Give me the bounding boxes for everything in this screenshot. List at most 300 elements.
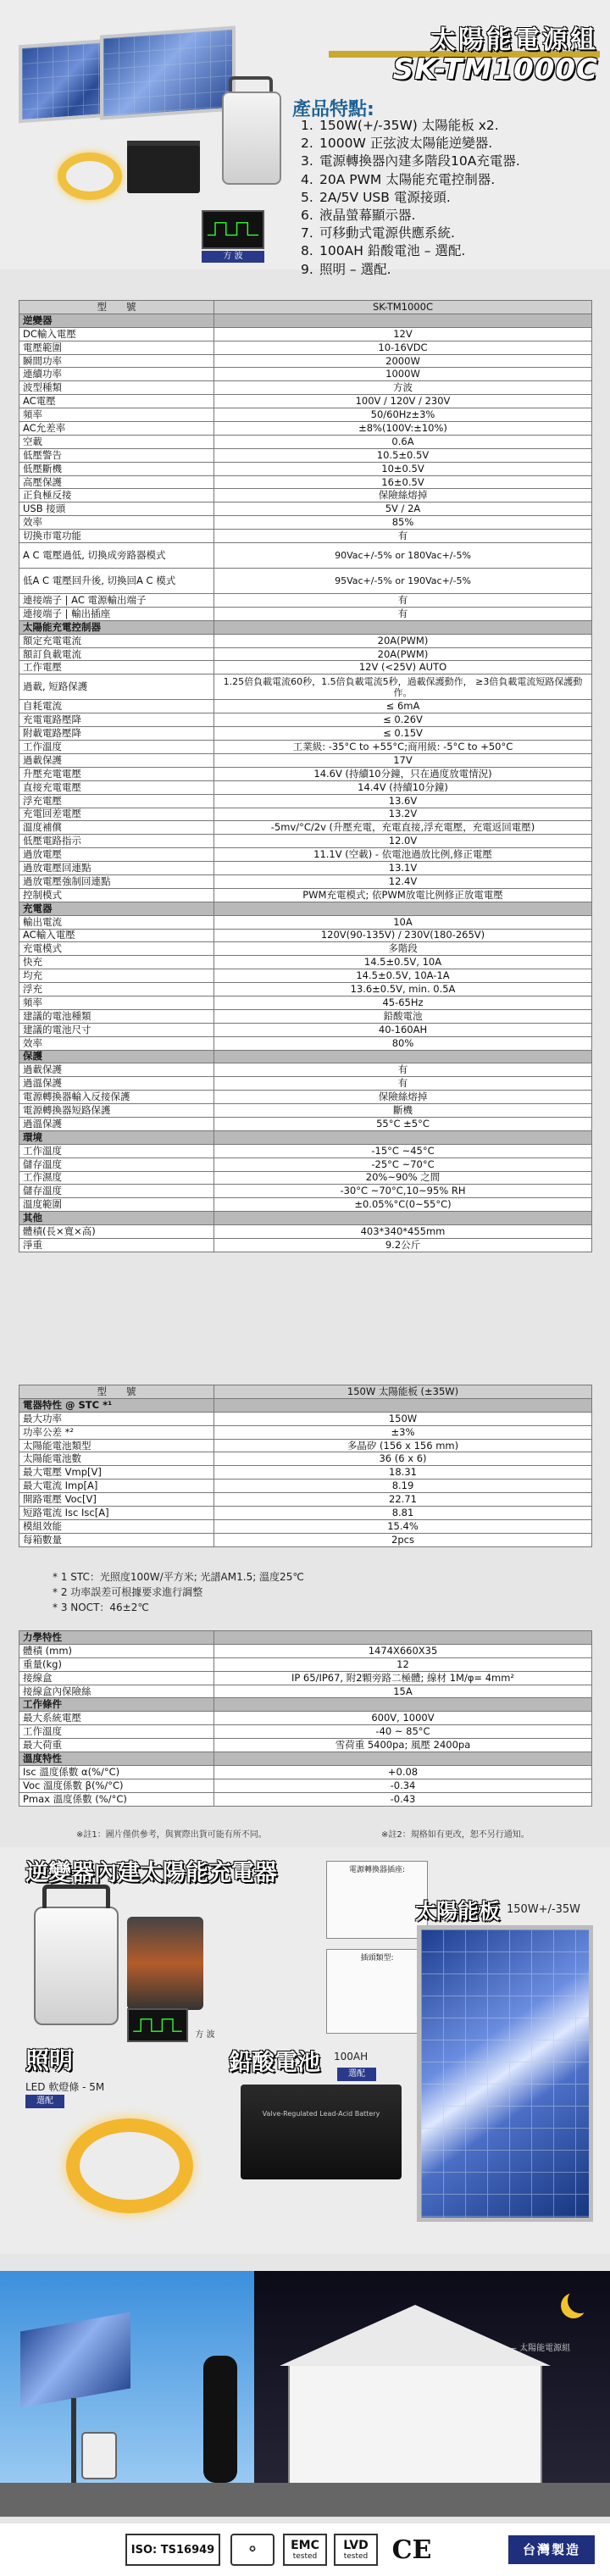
spec-row [19,327,592,341]
notes-block [53,1569,304,1615]
spec-value: 40-160AH [214,1023,592,1036]
spec-row [19,874,592,888]
spec-key: 儲存溫度 [19,1185,214,1198]
spec-value: ≤ 0.26V [214,713,592,727]
feature-text: 1000W 正弦波太陽能逆變器. [319,136,493,152]
battery-image [127,146,200,193]
spec-value: 95Vac+/-5% or 190Vac+/-5% [214,569,592,594]
panel-title: 太陽能板 [415,1899,501,1924]
header-section [0,0,610,277]
spec-key: 電壓範圍 [19,341,214,354]
spec-key: 其他 [19,1212,214,1225]
spec-row [19,1792,592,1806]
feature-item [301,261,520,279]
spec-row [19,620,592,634]
spec-row [19,1144,592,1158]
wave-label: 方 波 [202,251,264,263]
spec-value: 15A [214,1685,592,1698]
spec-row [19,727,592,741]
spec-key: DC輸入電壓 [19,327,214,341]
spec-value: -0.43 [214,1792,592,1806]
spec-row [19,1225,592,1239]
usage-scene [0,2271,610,2517]
spec-value: 2000W [214,354,592,368]
spec-key: 浮充 [19,983,214,997]
spec-value: 鉛酸電池 [214,1009,592,1023]
spec-key: 充電回差電壓 [19,808,214,821]
spec-key: 低A C 電壓回升後, 切換回A C 模式 [19,569,214,594]
spec-key: 升壓充電電壓 [19,767,214,780]
spec-value: 有 [214,607,592,620]
spec-value: ≤ 0.15V [214,727,592,741]
spec-value: 50/60Hz±3% [214,408,592,422]
spec-value: 10±0.5V [214,462,592,475]
spec-key: 最大系統電壓 [19,1712,214,1725]
solar-panel-image-2 [100,25,236,119]
feature-number: 6. [301,208,313,224]
spec-value: 13.6V [214,794,592,808]
spec-value: 1474X660X35 [214,1644,592,1657]
feature-number: 2. [301,136,313,152]
spec-value: ≤ 6mA [214,700,592,713]
spec-value: 0.6A [214,435,592,448]
spec-value: SK-TM1000C [214,301,592,314]
feature-number: 5. [301,189,313,205]
scene-label: — 太陽能電源組 [508,2344,571,2353]
plug-title: 插頭類型: [360,1954,394,1963]
spec-value: 12.4V [214,874,592,888]
spec-row [19,1712,592,1725]
spec-key: 工作電壓 [19,661,214,675]
spec-row [19,996,592,1009]
spec-value: 600V, 1000V [214,1712,592,1725]
spec-value: 80% [214,1036,592,1050]
spec-value: IP 65/IP67, 附2顆旁路二極體; 線材 1M/φ= 4mm² [214,1671,592,1685]
spec-key: 連接端子 | 輸出插座 [19,607,214,620]
spec-row [19,594,592,608]
spec-key: 建議的電池尺寸 [19,1023,214,1036]
spec-row [19,888,592,902]
spec-row [19,1185,592,1198]
feature-item [301,171,520,189]
spec-row [19,1239,592,1252]
lvd-label: LVD [343,2539,369,2552]
spec-value [214,1050,592,1063]
spec-row [19,435,592,448]
spec-row [19,1009,592,1023]
emc-label: EMC [291,2539,319,2552]
spec-key: 型 號 [19,1385,214,1399]
battery-large-image [241,2085,402,2179]
spec-key: 模組效能 [19,1519,214,1533]
inverter-spec-table [19,300,592,1252]
spec-row [19,1439,592,1452]
spec-value: 20A(PWM) [214,634,592,647]
light-title: 照明 [25,2046,74,2074]
spec-value: 10.5±0.5V [214,448,592,462]
spec-value: 20%~90% 之間 [214,1171,592,1185]
feature-text: 150W(+/-35W) 太陽能板 x2. [319,118,499,133]
spec-row [19,1212,592,1225]
spec-row [19,354,592,368]
spec-row [19,862,592,875]
made-in-taiwan-badge: 台灣製造 [508,2535,595,2564]
spec-row [19,1023,592,1036]
spec-row [19,835,592,848]
spec-key: 工作溫度 [19,1725,214,1739]
feature-text: 100AH 鉛酸電池 – 選配. [319,243,466,259]
feature-number: 1. [301,118,313,133]
spec-key: 低壓電路指示 [19,835,214,848]
spec-row [19,368,592,381]
spec-value: 14.6V (持續10分鐘，只在過度放電情況) [214,767,592,780]
spec-value: 150W [214,1412,592,1425]
spec-row [19,1671,592,1685]
spec-value: 多階段 [214,942,592,956]
feature-text: 電源轉換器內建多階段10A充電器. [319,153,520,169]
spec-row [19,1752,592,1766]
spec-row [19,1398,592,1412]
feature-item [301,225,520,242]
feature-number: 8. [301,243,313,259]
spec-value: 18.31 [214,1466,592,1480]
spec-key: AC輸入電壓 [19,929,214,942]
scene-person [203,2356,237,2483]
spec-row [19,314,592,327]
feature-item [301,153,520,170]
spec-key: 高壓保護 [19,475,214,489]
spec-value: 保險絲熔掉 [214,489,592,502]
lvd-sub: tested [343,2552,369,2561]
spec-value: PWM充電模式; 依PWM放電比例修正放電電壓 [214,888,592,902]
spec-row [19,969,592,983]
spec-value: 12 [214,1657,592,1671]
spec-row [19,395,592,408]
spec-value: 方波 [214,381,592,395]
spec-key: 最大電流 Imp[A] [19,1480,214,1493]
spec-row [19,502,592,516]
spec-row [19,956,592,969]
spec-row [19,780,592,794]
spec-row [19,794,592,808]
spec-key: 短路電流 Isc Isc[A] [19,1507,214,1520]
spec-row [19,1130,592,1144]
feature-text: 可移動式電源供應系統. [319,225,455,242]
spec-key: 電源轉換器短路保護 [19,1104,214,1118]
spec-key: USB 接頭 [19,502,214,516]
spec-row [19,448,592,462]
spec-key: 浮充電壓 [19,794,214,808]
moon-icon [568,2288,593,2313]
spec-key: Voc 溫度係數 β(%/°C) [19,1779,214,1792]
spec-row [19,1385,592,1399]
spec-key: 接線盒 [19,1671,214,1685]
spec-key: 電源轉換器輸入反接保護 [19,1091,214,1104]
spec-row [19,462,592,475]
scene-panel-pole [71,2398,76,2491]
spec-value: ±3% [214,1425,592,1439]
spec-value [214,1752,592,1766]
inverter-image [222,92,281,185]
inverter-unit-image [34,1907,119,2025]
spec-value: 1.25倍負載電流60秒，1.5倍負載電流5秒，過載保護動作， ≥3倍負載電流短路保護動作。 [214,675,592,700]
spec-key: 波型種類 [19,381,214,395]
spec-value: 45-65Hz [214,996,592,1009]
spec-value: 20A(PWM) [214,647,592,661]
spec-value: 8.19 [214,1480,592,1493]
spec-value: -5mv/°C/2v (升壓充電，充電直接,浮充電壓，充電返回電壓) [214,821,592,835]
spec-row [19,1698,592,1712]
spec-key: 型 號 [19,301,214,314]
spec-value: -30°C ~70°C,10~95% RH [214,1185,592,1198]
battery-label: Valve-Regulated Lead-Acid Battery [262,2110,380,2118]
feature-text: 20A PWM 太陽能充電控制器. [319,171,496,187]
iso-badge: ISO: TS16949 [125,2534,220,2566]
spec-value: ±8%(100V:±10%) [214,422,592,436]
spec-key: 均充 [19,969,214,983]
spec-key: 效率 [19,1036,214,1050]
spec-value: -15°C ~45°C [214,1144,592,1158]
spec-value: 有 [214,530,592,543]
spec-key: 充電器 [19,902,214,915]
battery-optional-tag: 選配 [337,2068,376,2081]
spec-row [19,675,592,700]
spec-value: 9.2公斤 [214,1239,592,1252]
spec-value: 多晶矽 (156 x 156 mm) [214,1439,592,1452]
spec-key: 過放電壓 [19,848,214,862]
spec-row [19,647,592,661]
emc-badge [283,2534,327,2566]
spec-value: 2pcs [214,1533,592,1546]
spec-key: 開路電壓 Voc[V] [19,1493,214,1507]
spec-value: 13.6±0.5V, min. 0.5A [214,983,592,997]
inverter-title: 逆變器內建太陽能充電器 [25,1860,277,1886]
spec-row [19,1117,592,1130]
spec-value: 85% [214,516,592,530]
spec-key: AC電壓 [19,395,214,408]
wave-label-2: 方 波 [195,2030,215,2040]
spec-key: 溫度範圍 [19,1198,214,1212]
spec-value: 100V / 120V / 230V [214,395,592,408]
spec-row [19,1519,592,1533]
spec-key: 太陽能電池類型 [19,1439,214,1452]
spec-key: 工作條件 [19,1698,214,1712]
spec-row [19,408,592,422]
spec-value: ±0.05%°C(0~55°C) [214,1198,592,1212]
spec-value: 雪荷重 5400pa; 風壓 2400pa [214,1739,592,1752]
spec-value: 11.1V (空載) - 依電池過放比例,修正電壓 [214,848,592,862]
feature-text: 液晶螢幕顯示器. [319,208,416,224]
spec-key: 過溫保護 [19,1117,214,1130]
spec-row [19,489,592,502]
spec-key: 低壓警告 [19,448,214,462]
spec-row [19,475,592,489]
spec-row [19,942,592,956]
spec-value [214,1130,592,1144]
spec-value: 15.4% [214,1519,592,1533]
spec-row [19,1765,592,1779]
panel-subtitle: 150W+/-35W [507,1903,581,1916]
spec-row [19,1036,592,1050]
spec-value [214,1631,592,1645]
spec-row [19,1466,592,1480]
spec-key: 淨重 [19,1239,214,1252]
spec-key: 空載 [19,435,214,448]
feature-item [301,242,520,260]
spec-key: 電器特性 @ STC *¹ [19,1398,214,1412]
plug-diagram [326,1949,428,2034]
spec-key: 切換市電功能 [19,530,214,543]
spec-key: 最大電壓 Vmp[V] [19,1466,214,1480]
spec-row [19,543,592,569]
lvd-badge [334,2534,378,2566]
spec-value: 保險絲熔掉 [214,1091,592,1104]
spec-value: 10-16VDC [214,341,592,354]
spec-key: 環境 [19,1130,214,1144]
spec-row [19,1739,592,1752]
spec-row [19,848,592,862]
scene-roof [280,2305,551,2366]
feature-text: 照明 – 選配. [319,261,391,277]
spec-value: 90Vac+/-5% or 180Vac+/-5% [214,543,592,569]
spec-row [19,700,592,713]
spec-row [19,1779,592,1792]
big-solar-panel-image [417,1925,593,2222]
spec-value: 17V [214,753,592,767]
spec-row [19,1050,592,1063]
spec-row [19,1104,592,1118]
spec-key: 連續功率 [19,368,214,381]
spec-key: 最大功率 [19,1412,214,1425]
spec-row [19,1507,592,1520]
spec-key: 充電電路壓降 [19,713,214,727]
spec-row [19,1091,592,1104]
spec-key: 輸出電流 [19,915,214,929]
features-title: 產品特點: [292,99,374,120]
spec-key: 儲存溫度 [19,1158,214,1171]
spec-value: 8.81 [214,1507,592,1520]
spec-key: 工作溫度 [19,1144,214,1158]
inverter-unit-handle [42,1885,110,1908]
spec-key: 頻率 [19,408,214,422]
spec-key: 瞬間功率 [19,354,214,368]
spec-row [19,1644,592,1657]
spec-key: 力學特性 [19,1631,214,1645]
spec-row [19,1198,592,1212]
charger-internals-image [127,1917,203,2010]
battery-title: 鉛酸電池 [229,2050,320,2076]
feature-number: 9. [301,261,313,277]
spec-value: +0.08 [214,1765,592,1779]
spec-value: 12V (<25V) AUTO [214,661,592,675]
spec-row [19,753,592,767]
title-cn: 太陽能電源組 [430,25,598,55]
feature-text: 2A/5V USB 電源接頭. [319,189,451,205]
battery-subtitle: 100AH [334,2051,369,2062]
panel-mech-spec-table [19,1630,592,1807]
note-line: * 1 STC：光照度100W/平方米; 光譜AM1.5; 溫度25℃ [53,1571,304,1583]
spec-row [19,1725,592,1739]
cert-seal-icon: ✪ [230,2534,274,2566]
spec-value: 12.0V [214,835,592,848]
ground [0,2483,610,2517]
footnote-right: ※註2：規格如有更改，恕不另行通知。 [381,1830,530,1840]
spec-key: 每箱數量 [19,1533,214,1546]
spec-row [19,1657,592,1671]
spec-value: 120V(90-135V) / 230V(180-265V) [214,929,592,942]
features-list [301,117,520,279]
spec-row [19,1171,592,1185]
spec-row [19,713,592,727]
spec-value: 13.1V [214,862,592,875]
emc-sub: tested [292,2552,318,2561]
spec-key: 建議的電池種類 [19,1009,214,1023]
spec-value: 有 [214,1077,592,1091]
spec-row [19,516,592,530]
spec-key: 過載, 短路保護 [19,675,214,700]
spec-value: -0.34 [214,1779,592,1792]
spec-value [214,314,592,327]
spec-value: 13.2V [214,808,592,821]
feature-number: 3. [301,153,313,169]
light-subtitle: LED 軟燈條 - 5M [25,2081,105,2093]
footnote-left: ※註1：圖片僅供參考，與實際出貨可能有所不同。 [76,1830,267,1840]
spec-key: 太陽能電池數 [19,1452,214,1466]
spec-key: 正負極反接 [19,489,214,502]
spec-row [19,607,592,620]
spec-key: 附載電路壓降 [19,727,214,741]
scene-inverter [81,2432,117,2479]
spec-value: 403*340*455mm [214,1225,592,1239]
spec-key: 體積(長×寬×高) [19,1225,214,1239]
spec-value: 14.4V (持續10分鐘) [214,780,592,794]
spec-key: A C 電壓過低, 切換成旁路器模式 [19,543,214,569]
light-optional-tag: 選配 [25,2095,64,2108]
spec-key: 工作濕度 [19,1171,214,1185]
socket-title: 電源轉換器插座: [348,1866,406,1874]
note-line: * 3 NOCT：46±2℃ [53,1602,149,1613]
spec-value: 16±0.5V [214,475,592,489]
spec-key: 工作溫度 [19,741,214,754]
spec-key: Isc 溫度係數 α(%/°C) [19,1765,214,1779]
spec-value [214,620,592,634]
spec-row [19,1533,592,1546]
title-en: SK-TM1000C [392,53,598,86]
spec-row [19,530,592,543]
spec-key: 額定充電電流 [19,634,214,647]
spec-value: 斷機 [214,1104,592,1118]
feature-number: 7. [301,225,313,242]
spec-row [19,1077,592,1091]
spec-row [19,381,592,395]
ce-mark: CE [388,2534,435,2566]
spec-value: 10A [214,915,592,929]
spec-key: 過載保護 [19,753,214,767]
spec-key: 額訂負載電流 [19,647,214,661]
scene-house [288,2364,542,2491]
spec-row [19,741,592,754]
spec-row [19,301,592,314]
spec-value: 有 [214,594,592,608]
spec-row [19,915,592,929]
spec-key: 保護 [19,1050,214,1063]
spec-key: 太陽能充電控制器 [19,620,214,634]
spec-value: 工業級: -35°C to +55°C;商用級: -5°C to +50°C [214,741,592,754]
led-coil-image [66,2118,193,2213]
feature-item [301,207,520,225]
spec-row [19,341,592,354]
spec-row [19,983,592,997]
